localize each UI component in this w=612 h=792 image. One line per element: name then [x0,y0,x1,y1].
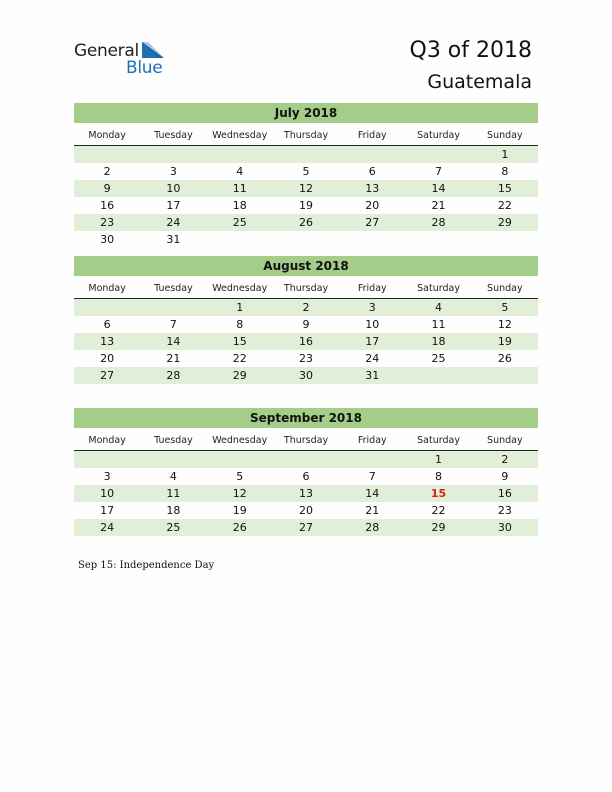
weekday-label: Thursday [283,435,329,446]
weekday-label: Sunday [487,130,523,141]
week-row [74,333,538,350]
day-cell [405,367,471,384]
day-cell: 3 [169,165,177,178]
month-july [74,103,538,248]
weekday-label: Saturday [417,283,460,294]
week-row [74,350,538,367]
weekday-label: Friday [357,130,387,141]
day-cell: 11 [232,182,247,195]
day-cell: 30 [100,233,115,246]
day-cell: 14 [166,335,181,348]
day-cell: 22 [232,352,247,365]
day-cell: 7 [169,318,177,331]
day-cell: 13 [365,182,380,195]
week-row [74,146,538,163]
weekday-label: Sunday [487,435,523,446]
day-cell: 11 [431,318,446,331]
day-cell [207,451,273,468]
day-cell: 16 [298,335,313,348]
weekday-label: Wednesday [212,435,268,446]
day-cell: 9 [103,182,111,195]
day-cell: 17 [100,504,115,517]
day-cell: 20 [100,352,115,365]
weekday-label: Thursday [283,130,329,141]
weekday-header-row [74,126,538,146]
day-cell: 8 [501,165,509,178]
day-cell: 31 [166,233,181,246]
day-cell: 28 [431,216,446,229]
day-cell: 1 [501,148,509,161]
day-cell [472,367,538,384]
weekday-label: Wednesday [212,130,268,141]
day-cell: 18 [232,199,247,212]
day-cell [207,146,273,163]
day-cell: 13 [100,335,115,348]
day-cell [140,146,206,163]
week-row [74,180,538,197]
day-cell: 5 [302,165,310,178]
day-cell: 11 [166,487,181,500]
day-cell [273,231,339,248]
logo [74,40,174,80]
day-cell: 9 [501,470,509,483]
weekday-label: Wednesday [212,283,268,294]
day-cell [140,299,206,316]
day-cell: 3 [103,470,111,483]
day-cell: 3 [368,301,376,314]
day-cell: 26 [298,216,313,229]
month-september [74,408,538,536]
month-title: August 2018 [74,256,538,276]
day-cell: 22 [497,199,512,212]
weekday-label: Sunday [487,283,523,294]
month-august [74,256,538,384]
day-cell: 28 [365,521,380,534]
day-cell [207,231,273,248]
day-cell: 6 [302,470,310,483]
day-cell: 18 [166,504,181,517]
day-cell: 2 [302,301,310,314]
week-row [74,451,538,468]
day-cell: 7 [435,165,443,178]
day-cell: 5 [236,470,244,483]
day-cell [339,231,405,248]
day-cell [273,451,339,468]
day-cell: 1 [435,453,443,466]
day-cell [339,146,405,163]
day-cell: 14 [365,487,380,500]
week-row [74,468,538,485]
month-title: September 2018 [74,408,538,428]
day-cell: 27 [100,369,115,382]
week-row [74,299,538,316]
day-cell: 19 [497,335,512,348]
day-cell: 26 [232,521,247,534]
weekday-label: Friday [357,435,387,446]
day-cell: 23 [100,216,115,229]
day-cell: 17 [365,335,380,348]
day-cell: 4 [169,470,177,483]
day-cell [140,451,206,468]
day-cell: 29 [431,521,446,534]
day-cell: 10 [100,487,115,500]
day-cell [339,451,405,468]
day-cell: 18 [431,335,446,348]
logo-blue-text: Blue [126,58,163,78]
day-cell: 29 [232,369,247,382]
weekday-label: Saturday [417,435,460,446]
triangle-flag-icon [142,42,164,58]
day-cell: 29 [497,216,512,229]
day-cell: 25 [431,352,446,365]
day-cell: 4 [435,301,443,314]
day-cell: 23 [497,504,512,517]
day-cell: 19 [232,504,247,517]
day-cell: 27 [365,216,380,229]
weekday-label: Thursday [283,283,329,294]
day-cell: 24 [365,352,380,365]
day-cell [74,451,140,468]
country-name: Guatemala [427,71,532,93]
month-title: July 2018 [74,103,538,123]
day-cell [74,299,140,316]
week-row [74,519,538,536]
day-cell [273,146,339,163]
day-cell: 8 [435,470,443,483]
day-cell: 31 [365,369,380,382]
day-cell: 12 [497,318,512,331]
day-cell: 23 [298,352,313,365]
page-title: Q3 of 2018 [409,38,532,63]
day-cell: 6 [368,165,376,178]
day-cell: 30 [497,521,512,534]
holiday-note: Sep 15: Independence Day [78,560,215,571]
day-cell: 16 [497,487,512,500]
week-row [74,163,538,180]
day-cell: 24 [100,521,115,534]
weekday-label: Tuesday [154,283,193,294]
day-cell: 28 [166,369,181,382]
day-cell: 5 [501,301,509,314]
week-row [74,485,538,502]
day-cell: 2 [501,453,509,466]
day-cell: 14 [431,182,446,195]
day-cell: 2 [103,165,111,178]
logo-general-text: General [74,41,139,61]
week-row [74,214,538,231]
day-cell: 6 [103,318,111,331]
day-cell: 24 [166,216,181,229]
day-cell: 19 [298,199,313,212]
day-cell: 21 [365,504,380,517]
holiday-day-cell: 15 [430,487,447,500]
day-cell [74,146,140,163]
day-cell [405,231,471,248]
weekday-header-row [74,431,538,451]
day-cell: 15 [497,182,512,195]
day-cell: 12 [232,487,247,500]
day-cell: 30 [298,369,313,382]
day-cell: 4 [236,165,244,178]
day-cell: 10 [365,318,380,331]
weekday-header-row [74,279,538,299]
week-row [74,197,538,214]
day-cell: 12 [298,182,313,195]
day-cell [405,146,471,163]
day-cell: 20 [298,504,313,517]
day-cell: 10 [166,182,181,195]
weekday-label: Friday [357,283,387,294]
day-cell: 17 [166,199,181,212]
weekday-label: Saturday [417,130,460,141]
day-cell: 21 [166,352,181,365]
weekday-label: Monday [88,283,126,294]
day-cell: 20 [365,199,380,212]
day-cell: 7 [368,470,376,483]
day-cell: 1 [236,301,244,314]
day-cell: 13 [298,487,313,500]
weekday-label: Tuesday [154,130,193,141]
day-cell: 26 [497,352,512,365]
day-cell: 25 [232,216,247,229]
day-cell: 16 [100,199,115,212]
day-cell [472,231,538,248]
week-row [74,367,538,384]
day-cell: 15 [232,335,247,348]
week-row [74,502,538,519]
day-cell: 21 [431,199,446,212]
week-row [74,316,538,333]
weekday-label: Tuesday [154,435,193,446]
weekday-label: Monday [88,435,126,446]
week-row [74,231,538,248]
day-cell: 27 [298,521,313,534]
day-cell: 22 [431,504,446,517]
day-cell: 8 [236,318,244,331]
day-cell: 9 [302,318,310,331]
weekday-label: Monday [88,130,126,141]
day-cell: 25 [166,521,181,534]
